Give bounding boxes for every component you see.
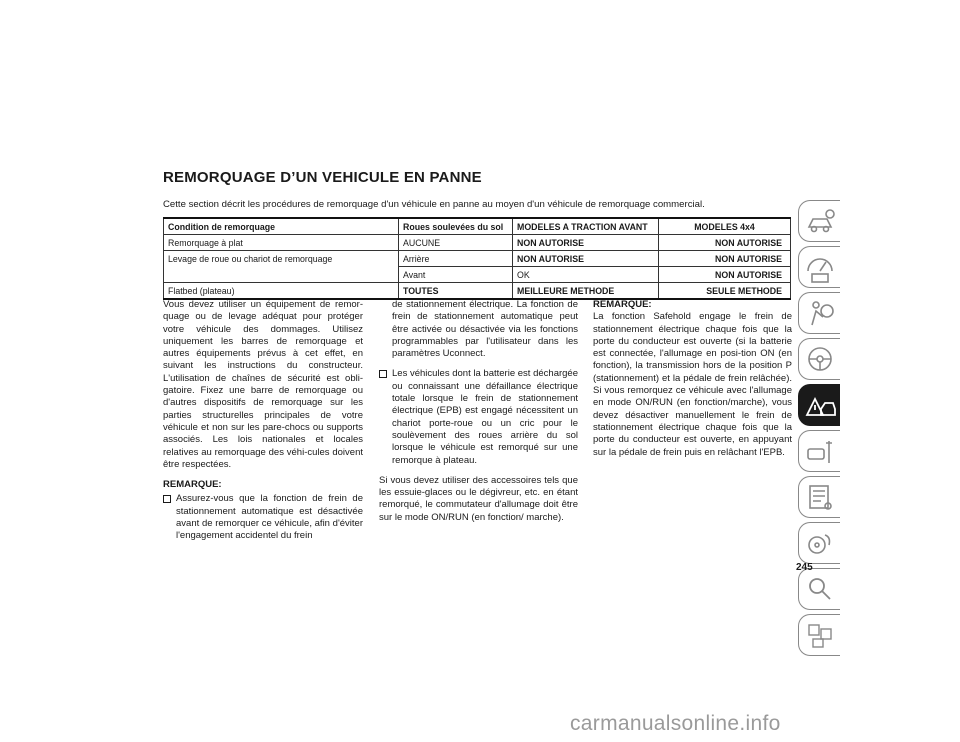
tab-multimedia[interactable]	[798, 522, 840, 564]
table-cell: Remorquage à plat	[164, 235, 399, 251]
tab-service[interactable]	[798, 430, 840, 472]
list-item-text: de stationnement électrique. La fonction de frein de stationnement automatique peut être activée ou désactivée via les fonctions programmables par l'utilisateur dans les paramètres Uconnect.	[392, 299, 578, 360]
table-header-row	[164, 218, 791, 235]
table-cell: Levage de roue ou chariot de remorquage	[164, 251, 399, 267]
list-item	[379, 368, 578, 466]
service-tools-icon	[799, 431, 841, 471]
magnifier-index-icon	[799, 569, 841, 609]
intro-text: Cette section décrit les procédures de remorquage d'un véhicule en panne au moyen d'un véhicule de remorquage commercial.	[163, 199, 705, 210]
table-header-cell: Roues soulevées du sol	[399, 218, 513, 235]
table-cell: Arrière	[399, 251, 513, 267]
note-label: REMARQUE:	[593, 299, 652, 310]
list-item	[163, 493, 363, 542]
airbag-safety-icon	[799, 293, 841, 333]
table-cell: NON AUTORISE	[513, 235, 659, 251]
note-label: REMARQUE:	[163, 479, 222, 491]
page-number: 245	[796, 562, 813, 573]
language-icon	[799, 615, 841, 655]
warning-triangle-car-icon	[799, 385, 841, 425]
tab-languages[interactable]	[798, 614, 840, 656]
body-paragraph: La fonction Safehold engage le frein de stationnement électrique chaque fois que la porte du conducteur est ouverte (si la batterie est connectée, l'allumage en posi-tion ON (en fonction), la transmission hors de la position P (stationnement) et la pédale de frein relâchée). Si vous remorquez ce véhicule avec l'allumage en mode ON/RUN (en fonction/marche), vous devez désactiver manuellement le frein de stationnement électrique chaque fois que la porte du conducteur est ouverte, en appuyant sur la pédale de frein puis en relâchant l'EPB.	[593, 311, 792, 458]
table-cell: TOUTES	[399, 283, 513, 300]
table-cell: AUCUNE	[399, 235, 513, 251]
table-row	[164, 283, 791, 300]
towing-table	[163, 217, 791, 300]
text-column-1	[163, 299, 363, 551]
tab-safety[interactable]	[798, 292, 840, 334]
list-item-text: Les véhicules dont la batterie est déchargée ou connaissant une défaillance électrique totale lorsque le frein de stationnement électrique (EPB) est engagé nécessitent un chariot porte-roue ou un cric pour le soulèvement des roues arrière du sol lorsque le véhicule est remorqué sur une remorque à plateau.	[392, 368, 578, 466]
tab-driving[interactable]	[798, 338, 840, 380]
table-header-cell: MODELES A TRACTION AVANT	[513, 218, 659, 235]
specifications-list-icon	[799, 477, 841, 517]
dashboard-envelope-icon	[799, 247, 841, 287]
table-cell	[164, 267, 399, 283]
checkbox-bullet-icon	[163, 495, 171, 503]
tab-dashboard[interactable]	[798, 246, 840, 288]
chapter-tabs	[798, 200, 840, 660]
table-row	[164, 251, 791, 267]
table-row	[164, 267, 791, 283]
tab-specifications[interactable]	[798, 476, 840, 518]
table-cell: NON AUTORISE	[513, 251, 659, 267]
table-header-cell: Condition de remorquage	[164, 218, 399, 235]
list-item-text: Assurez-vous que la fonction de frein de stationnement automatique est désactivée avant de remorquer ce véhicule, afin d'éviter l'engagement accidentel du frein	[176, 493, 363, 542]
page-title: REMORQUAGE D’UN VEHICULE EN PANNE	[163, 169, 482, 186]
table-cell: NON AUTORISE	[659, 235, 791, 251]
table-row	[164, 235, 791, 251]
body-paragraph: Si vous devez utiliser des accessoires tels que les essuie-glaces ou le dégivreur, etc. en étant remorqué, le commutateur d'allumage doit être sur le mode ON/RUN (en fonction/ marche).	[379, 474, 578, 523]
table-cell: SEULE METHODE	[659, 283, 791, 300]
body-paragraph: Vous devez utiliser un équipement de remor-quage ou de levage adéquat pour protéger votre véhicule des dommages. Utilisez uniquement les barres de remorquage et autres équipements prévus à cet effet, en suivant les instructions du constructeur. L'utilisation de chaînes de sécurité est obli-gatoire. Fixez une barre de remorquage ou d'autres dispositifs de remorquage sur les parties structurelles principales de votre véhicule et non sur les pare-chocs ou supports associés. Les lois nationales et locales relatives au remorquage des véhi-cules doivent être respectées.	[163, 299, 363, 470]
table-cell: MEILLEURE METHODE	[513, 283, 659, 300]
car-info-icon	[799, 201, 841, 241]
multimedia-icon	[799, 523, 841, 563]
list-item-continued	[379, 299, 578, 360]
table-cell: NON AUTORISE	[659, 251, 791, 267]
table-cell: OK	[513, 267, 659, 283]
tab-index[interactable]	[798, 568, 840, 610]
table-header-cell: MODELES 4x4	[659, 218, 791, 235]
checkbox-bullet-icon	[379, 370, 387, 378]
steering-wheel-icon	[799, 339, 841, 379]
table-cell: NON AUTORISE	[659, 267, 791, 283]
text-column-2	[379, 299, 578, 532]
table-cell: Avant	[399, 267, 513, 283]
tab-emergency[interactable]	[798, 384, 840, 426]
watermark: carmanualsonline.info	[570, 712, 781, 735]
table-cell: Flatbed (plateau)	[164, 283, 399, 300]
tab-car-info[interactable]	[798, 200, 840, 242]
text-column-3	[593, 299, 792, 467]
